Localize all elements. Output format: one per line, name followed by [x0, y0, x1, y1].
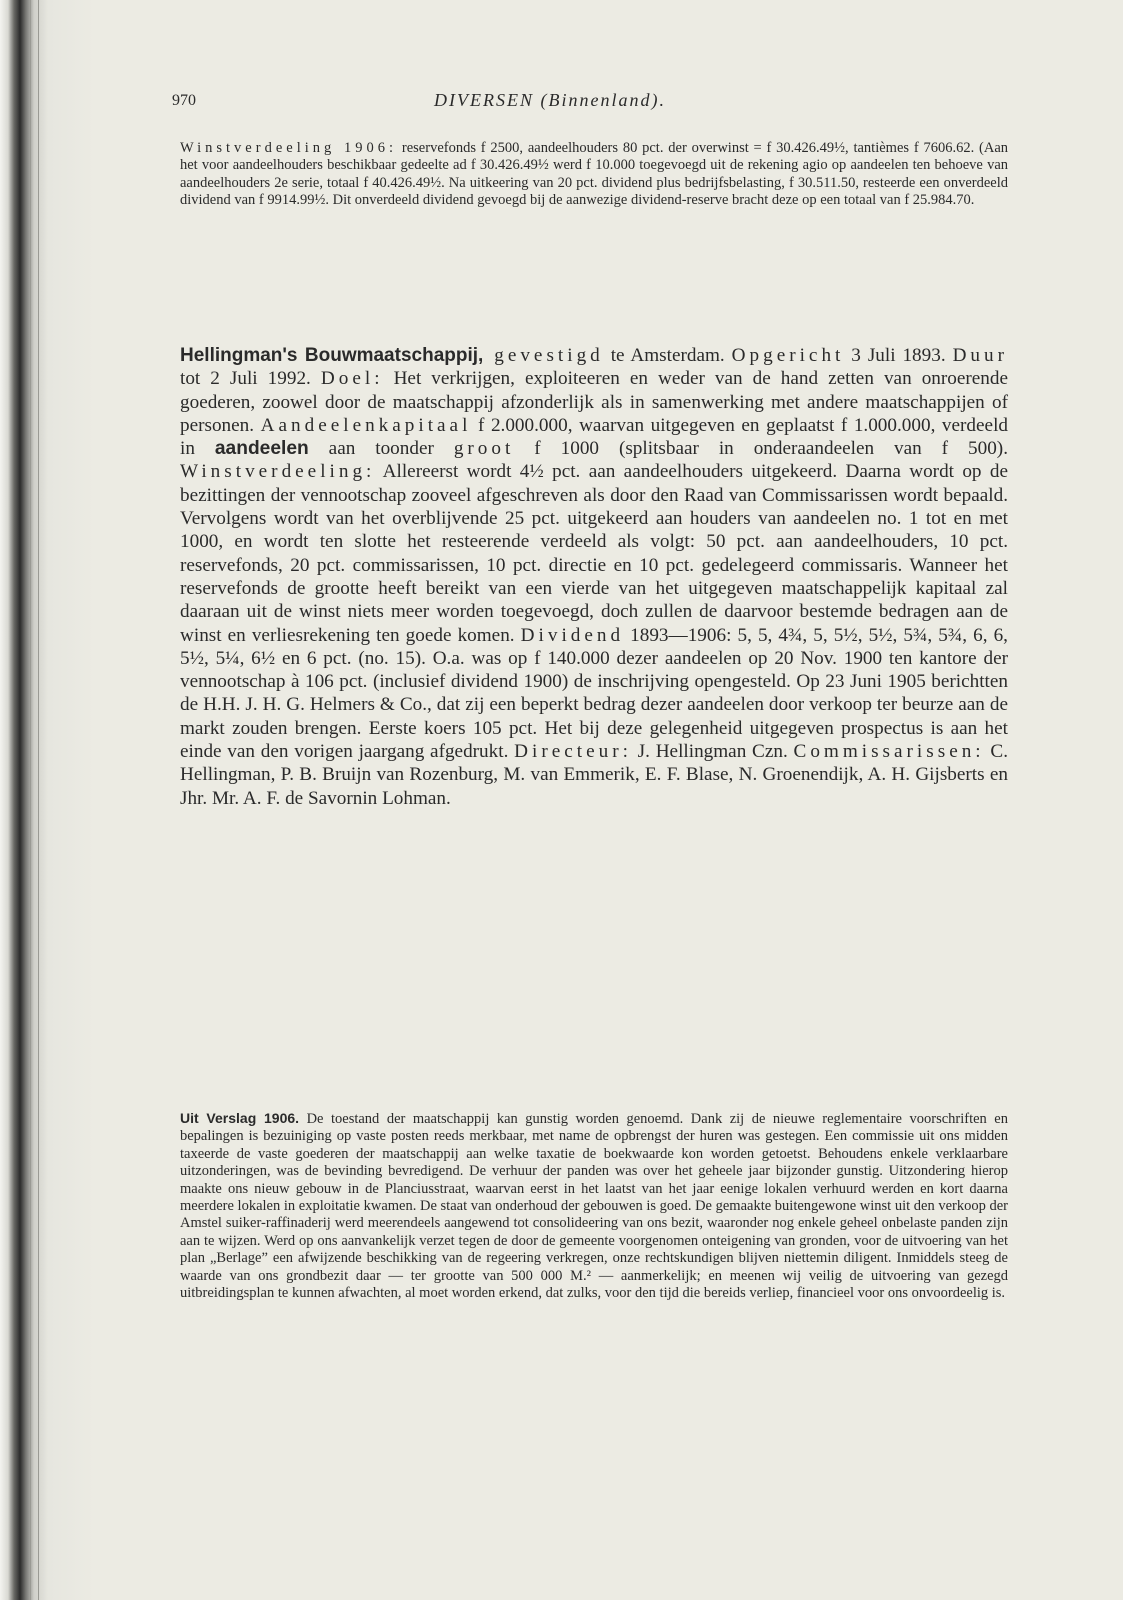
company-name: Hellingman's Bouwmaatschappij, — [180, 345, 484, 366]
board-label: Commissarissen: — [793, 741, 985, 763]
purpose-label: Doel: — [320, 368, 384, 390]
running-head — [172, 90, 1012, 120]
director-text: J. Hellingman Czn. — [631, 741, 794, 763]
previous-entry-tail — [180, 140, 1008, 210]
running-title: DIVERSEN (Binnenland). — [434, 90, 666, 110]
profit-text: Allereerst wordt 4½ pct. aan aandeelhouders uitgekeerd. Daarna wordt op de bezittingen der vennootschap zooveel afgeschreven als door den Raad van Commissarissen wordt bepaald. Vervolgens wordt van het overblijvende 25 pct. uitgekeerd aan houders van aandeelen no. 1 tot en met 1000, en wordt ten slotte het resteerende verdeeld als volgt: 50 pct. aan aandeelhouders, 10 pct. reservefonds, 20 pct. commissarissen, 10 pct. directie en 10 pct. gedelegeerd commissaris. Wanneer het reservefonds de grootte heeft bereikt van een vierde van het uitgegeven maatschappelijk kapitaal zal daaraan uit de winst niets meer worden toegevoegd, doch zullen de daarvoor bestemde bedragen aan de winst en verliesrekening ten goede komen. — [180, 461, 1008, 646]
dividend-text: 1893—1906: 5, 5, 4¾, 5, 5½, 5½, 5¾, 5¾, 6, 6, 5½, 5¼, 6½ en 6 pct. (no. 15). O.a. was op f 140.000 dezer aandeelen op 20 Nov. 1900 ten kantore der vennootschap à 106 pct. (inclusief dividend 1900) de inschrijving opengesteld. Op 23 Juni 1905 berichtten de H.H. J. H. G. Helmers & Co., dat zij een beperkt bedrag dezer aandeelen door verkoop ter beurze aan de markt zouden brengen. Eerste koers 105 pct. Het bij deze gelegenheid uitgegeven prospectus is aan het einde van den vorigen jaargang afgedrukt. — [180, 624, 1008, 763]
company-entry — [180, 344, 1008, 810]
size-text: f 1000 (splitsbaar in onderaandeelen van f 500). — [514, 438, 1008, 460]
duration-text: tot 2 Juli 1992. — [180, 368, 321, 390]
annual-report-excerpt — [180, 1110, 1008, 1302]
page-number: 970 — [172, 92, 196, 109]
shares-text: aan toonder — [308, 438, 454, 460]
capital-label: Aandeelenkapitaal — [260, 414, 472, 436]
founded-text: 3 Juli 1893. — [844, 345, 953, 366]
purpose-text: Het verkrijgen, exploiteeren en weder van de hand zetten van onroerende goederen, zoowel door de maatschappij afzonderlijk als in samenwerking met andere maatschappijen of personen. — [180, 368, 1008, 436]
board-text: C. Hellingman, P. B. Bruijn van Rozenburg, M. van Emmerik, E. F. Blase, N. Groenendijk, A. H. Gijsberts en Jhr. Mr. A. F. de Savornin Lohman. — [180, 741, 1008, 809]
profit-distribution-text: reservefonds f 2500, aandeelhouders 80 pct. der overwinst = f 30.426.49½, tantièmes f 7606.62. (Aan het voor aandeelhouders beschikbaar gedeelte ad f 30.426.49½ werd f 10.000 toegevoegd uit de rekening agio op aandeelen ten behoeve van aandeelhouders 2e serie, totaal f 40.426.49½. Na uitkeering van 20 pct. dividend plus bedrijfsbelasting, f 30.511.50, resteerde een onverdeeld dividend van f 9914.99½. Dit onverdeeld dividend gevoegd bij de aanwezige dividend-reserve bracht deze op een totaal van f 25.984.70. — [180, 140, 1009, 209]
report-text: De toestand der maatschappij kan gunstig worden genoemd. Dank zij de nieuwe reglementaire voorschriften en bepalingen is bezuiniging op vaste posten reeds merkbaar, met name de opbrengst der huren was gestegen. Een commissie uit ons midden taxeerde de vaste goederen der maatschappij aan welke taxatie de boekwaarde kon worden getoetst. Behoudens enkele verklaarbare uitzonderingen, was de bevinding bevredigend. De verhuur der panden was over het geheele jaar bijzonder gunstig. Uitzondering hierop maakte ons nieuw gebouw in de Planciusstraat, waarvan eerst in het laatst van het jaar eenige lokalen verhuurd werden en kort daarna meerdere lokalen in exploitatie kwamen. De staat van onderhoud der gebouwen is goed. De gemaakte buitengewone winst uit den verkoop der Amstel suiker-raffinaderij werd meerendeels aangewend tot consolideering van ons bezit, waaronder nog enkele geheel onbelaste panden zijn aan te wijzen. Werd op ons aanvankelijk verzet tegen de door de gemeente voorgenomen onteigening van gronden, voor de uitvoering van het plan „Berlage” een afwijzende beschikking van de regeering verkregen, onze rechtskundigen blijven niettemin diligent. Inmiddels steeg de waarde van ons grondbezit daar — ter grootte van 500 000 M.² — aanmerkelijk; en meenen wij veilig de uitvoering van gezegd uitbreidingsplan te kunnen afwachten, al moet worden erkend, dat zulks, voor den tijd die bereids verliep, financieel voor ons onvoordeelig is. — [180, 1111, 1008, 1302]
size-label: groot — [453, 438, 515, 460]
book-binding-edge — [0, 0, 95, 1600]
duration-label: Duur — [952, 345, 1008, 366]
profit-distribution-label: Winstverdeeling 1906: — [180, 140, 398, 156]
seat-label: gevestigd — [483, 345, 604, 366]
capital-text: f 2.000.000, waarvan uitgegeven en geplaatst f 1.000.000, verdeeld in — [180, 414, 1008, 460]
binding-line — [30, 0, 31, 1600]
report-label: Uit Verslag 1906. — [180, 1110, 300, 1126]
founded-label: Opgericht — [731, 345, 845, 366]
profit-label: Winstverdeeling: — [180, 461, 376, 483]
seat-text: te Amsterdam. — [603, 345, 732, 366]
binding-line — [38, 0, 39, 1600]
director-label: Directeur: — [514, 741, 632, 763]
shares-word: aandeelen — [214, 438, 309, 460]
dividend-label: Dividend — [520, 624, 625, 646]
